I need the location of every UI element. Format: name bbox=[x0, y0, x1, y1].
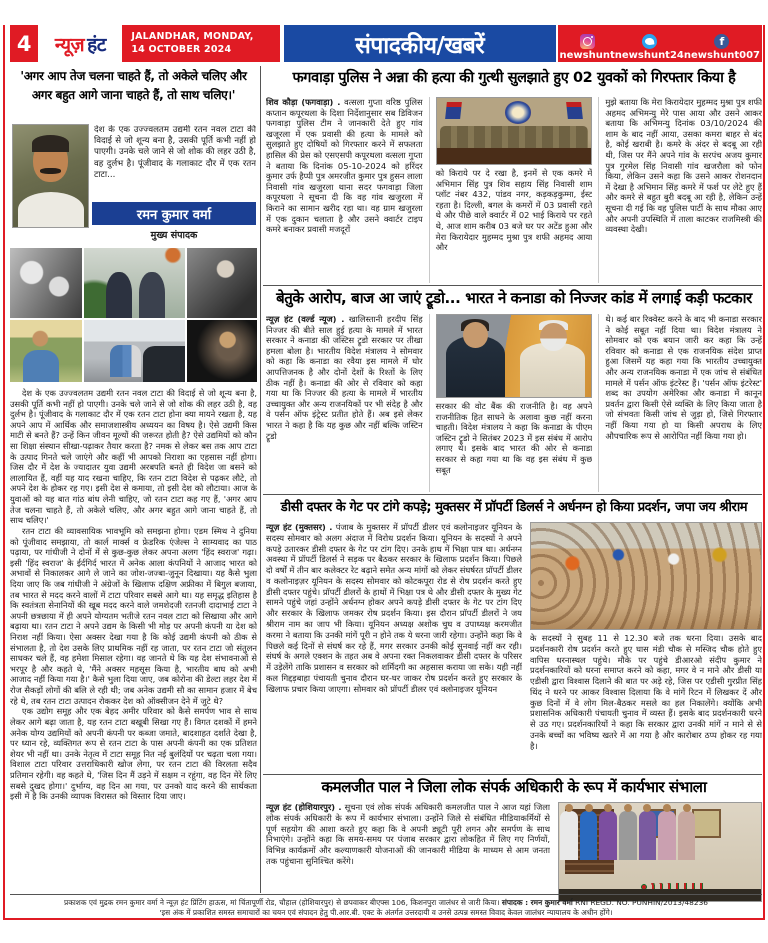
left-border bbox=[3, 25, 5, 920]
editor-title: मुख्य संपादक bbox=[150, 230, 198, 241]
facebook-icon: f bbox=[714, 34, 729, 49]
modi-face bbox=[540, 323, 566, 351]
editorial-paragraph-3: एक उद्योग समूह और एक बेहद अमीर परिवार को कैसे समर्पण भाव से साथ लेकर आगे बढ़ा जाता है, यह रतन टाटा बखूबी सिखा गए हैं। विगत दशकों में हमने अनेक योग्य उद्यमियों को अपनी कंपनी पर कब्जा जमाते, बादशाहत दर्शाते देखा है, पर ध्यान रहे, व्यक्तिगत रूप से रतन टाटा के पास अपनी कंपनी का एक प्रतिशत शेयर भी नहीं था। उनके नेतृत्व में टाटा समूह नित नई बुलंदियों पर चढ़ता चला गया। विशाल टाटा परिवार उत्तराधिकारी खोज लेगा, पर रतन टाटा की विरलता सदैव प्रतिमान रहेगी। वह कहते थे, 'जिस दिन मैं उड़ने में सक्षम न रहूंगा, वह दिन मेरे लिए सबसे दुखद होगा।' दुर्भाग्य, वह दिन आ गया, पर उनको याद करने की सार्थकता इसी में है कि उनकी व्यापक विरासत को विस्तार दिया जाए। bbox=[10, 706, 257, 802]
article3-body bbox=[266, 522, 762, 772]
article2-col3-text: थे। कई बार रिक्वेस्ट करने के बाद भी कनाडा सरकार ने कोई सबूत नहीं दिया था। विदेश मंत्रालय ने सोमवार को एक बयान जारी कर कहा कि उन्हें रविवार को कनाडा से एक राजनयिक संदेश प्राप्त हुआ जिसमें यह कहा गया कि भारतीय उच्चायुक्त और अन्य राजनयिक कनाडा में एक जांच से संबंधित मामले में पर्सन ऑफ इंटरेस्ट हैं। 'पर्सन ऑफ इंटरेस्ट' शब्द का उपयोग अमेरिका और कनाडा में कानून प्रवर्तन द्वारा किसी ऐसे व्यक्ति के लिए किया जाता है जो संभवतः किसी जांच से जुड़ा हो, जिसे गिरफ्तार नहीं किया गया हो या किसी अपराध के लिए औपचारिक रूप से आरोपित नहीं किया गया हो। bbox=[605, 314, 763, 441]
editor-photo-hair bbox=[32, 135, 70, 151]
masthead bbox=[38, 25, 122, 62]
social-handles bbox=[558, 25, 763, 62]
article4-headline: कमलजीत पाल ने जिला लोक संपर्क अधिकारी के रूप में कार्यभार संभाला bbox=[321, 778, 707, 796]
masthead-word-2: हंट bbox=[87, 33, 106, 56]
trudeau-modi-photo bbox=[436, 314, 593, 398]
quote-line-1: 'अगर आप तेज चलना चाहते हैं, तो अकेले चलिए और bbox=[20, 69, 247, 83]
article3-right bbox=[530, 522, 762, 772]
imprint-editor: संपादक : रमन कुमार वर्मा bbox=[501, 898, 573, 907]
police-officers-row bbox=[440, 126, 588, 148]
twitter-icon bbox=[642, 34, 657, 49]
collage-photo-3 bbox=[187, 248, 257, 318]
article1-col3-text: मुझे बताया कि मेरा किरायेदार मुहम्मद मुश्रा पुत्र शफी अहमद अभिमन्यु मेरे पास आया और उसने आकर बताया कि अभिमन्यु दिनांक 03/10/2024 की शाम के बाद नहीं आया, उसका कमरा बाहर से बंद है, कोई खराबी है। कमरे के अंदर से बदबू आ रही थी, जिस पर मैंने अपने गांव के सरपंच अजय कुमार पुत्र गुरमेल सिंह निवासी गांव खजरौला को फोन किया, लेकिन उसने कहा कि उसने आकर रोशनदान में देखा है अभिमान सिंह कमरे में फर्श पर लेटे हुए हैं और कमरे से बहुत बुरी बदबू आ रही है, लेकिन उन्हें सूचना दी गई कि वह पुलिस पार्टी के साथ मौका आए और अपनी उपस्थिति में ताला काटकर राजमिस्त्री की व्यवस्था देखी। bbox=[605, 97, 763, 235]
person-6 bbox=[658, 811, 676, 860]
editorial-paragraph-1: देश के एक उज्ज्वलतम उद्यमी रतन नवल टाटा की विदाई से जो शून्य बना है, उसकी पूर्ति कभी नहीं हो पाएगी। उनके चले जाने से जो शोक की लहर उठी है, वह दुर्लभ है। पूंजीवाद के गलाकाट दौर में एक रतन टाटा होना क्या मायने रखता है, यह अपने आप में आर्थिक और समाजशास्त्रीय अध्ययन का विषय है। ऐसे उद्यमी किस माटी से बनते हैं? उन्हें किन जीवन मूल्यों की जरूरत होती है? ऐसे उद्यमियों को कौन सा शिक्षा संस्थान सीखा-पढ़ाकर तैयार करता है? नमक से लेकर बस तक आप टाटा के उत्पाद गिनते चले जाएंगे और कहीं भी आपको निराशा का एहसास नहीं होगा। जिस दौर में देश के ज्यादातर युवा उद्यमी अरबपति बनते ही विदेश जा बसने को लालायित हैं, वहीं यह याद रखना चाहिए, कि रतन टाटा विदेश से पढ़कर लौटे, तो अपने देश के होकर रह गए। इसी देश से कमाया, तो इसी देश को लौटाया। आज के युवाओं को यह बात गांठ बांध लेनी चाहिए, जो रतन टाटा कह गए हैं, 'अगर आप तेज चलना चाहते हैं, तो अकेले चलिए, और अगर बहुत आगे जाना चाहते हैं, तो साथ चलिए।' bbox=[10, 388, 257, 526]
article3-right-text: के सदस्यों ने सुबह 11 से 12.30 बजे तक धरना दिया। उसके बाद प्रदर्शनकारी रोष प्रदर्शन करते हुए घास मंडी चौक से मस्जिद चौक होते हुए वापिस धरनास्थल पहुंचे। मौके पर पहुंचे डीआरओ संदीप कुमार ने प्रदर्शनकारियों को धरना समाप्त करने को कहा, मगर वे न माने और डीसी या एडीसी द्वारा विश्वास दिलाने की बात पर अड़े रहे, जिस पर एडीसी गुरप्रीत सिंह थिंद ने धरने पर आकर विश्वास दिलाया कि वे मांगें रिटन में लिखकर दें और कुछ दिनों में वे लोग मिल-बैठकर मसले का हल निकालेंगे। क्योंकि अभी प्रशासनिक अधिकारी पंचायती चुनाव में व्यस्त हैं। इसके बाद प्रदर्शनकारी धरने से उठ गए। प्रदर्शनकारियों ने कहा कि सरकार द्वारा उनकी मांगें न माने से से उनके बच्चों का भविष्य खतरे में आ गया है और कारोबार ठप्प होकर रह गया है। bbox=[530, 633, 762, 751]
article3-left-text bbox=[266, 522, 522, 772]
person-7 bbox=[678, 811, 696, 860]
dateline bbox=[122, 25, 280, 62]
office-group-photo bbox=[558, 802, 762, 902]
article2-col2-text: सरकार की वोट बैंक की राजनीति है। वह अपने राजनीतिक हित साधने के अलावा कुछ नहीं करना चाहती। विदेश मंत्रालय ने कहा कि कनाडा के पीएम जस्टिन ट्रूडो ने सितंबर 2023 में इस संबंध में आरोप लगाए थे। इसके बाद भारत की ओर से कनाडा सरकार से कहा गया था कि वह इस संबंध में कुछ सबूत bbox=[435, 401, 593, 475]
social-facebook bbox=[684, 34, 760, 62]
article2-col1-text: खालिस्तानी हरदीप सिंह निज्जर की बीते साल हुई हत्या के मामले में भारत सरकार ने कनाडा की जस्टिस ट्रूडो सरकार पर तीखा हमला बोला है। भारतीय विदेश मंत्रालय ने सोमवार को कहा कि कनाडा का रवैया इस मामले में घोर आपत्तिजनक है और दोनों देशों के रिश्तों के लिए ठीक नहीं है। कनाडा की ओर से रविवार को कहा गया था कि निज्जर की हत्या के मामले में भारतीय उच्चायुक्त और अन्य राजनयिकों पर भी संदेह है और वे पर्सन ऑफ इंट्रेस्ट प्रतीत होते हैं। अब इसे लेकर भारत ने कहा है कि यह कुछ और नहीं बल्कि जस्टिन ट्रूडो bbox=[266, 314, 423, 441]
collage-photo-6 bbox=[187, 320, 257, 382]
rule-2 bbox=[263, 494, 762, 495]
article2-byline: न्यूज़ हंट (वर्ल्ड न्यूज) . bbox=[266, 314, 345, 324]
police-emblem bbox=[505, 101, 531, 123]
article3-headline: डीसी दफ्तर के गेट पर टांगे कपड़े; मुक्तसर में प्रॉपर्टी डिलर्स ने अर्धनग्न हो किया प्रदर्शन, जपा जय श्रीराम bbox=[280, 500, 748, 515]
editor-name-banner: रमन कुमार वर्मा bbox=[92, 202, 256, 225]
column-divider bbox=[260, 66, 261, 893]
social-twitter bbox=[615, 34, 684, 62]
police-desk bbox=[437, 148, 592, 164]
article2-headline: बेतुके आरोप, बाज आ जाएं ट्रूडो... भारत ने कनाडा को निज्जर कांड में लगाई कड़ी फटकार bbox=[276, 289, 752, 307]
facebook-handle: newshunt007 bbox=[683, 49, 760, 61]
collage-photo-5 bbox=[84, 320, 185, 382]
imprint-line-1 bbox=[10, 898, 762, 908]
wall-portrait-2 bbox=[692, 809, 720, 838]
article1-col1-text: वत्सला गुप्ता वरिष्ठ पुलिस कप्तान कपूरथला के दिशा निर्देशानुसार सब डिविजन फगवाड़ा पुलिस टीम ने जानकारी देते हुए गांव खजूरला में एक प्रवासी की हत्या के मामले को सुलझाते हुए दोषियों को गिरफ्तार करने में सफलता हासिल की प्रेस को एसएसपी कपूरथला वत्सला गुप्ता ने बताया कि दिनांक 05-10-2024 को हरिंदर कुमार उर्फ हैप्पी पुत्र अमरजीत कुमार पुत्र हुसन लाला निवासी गांव खजुरला थाना सदर फगवाड़ा जिला कपूरथला ने सूचना दी कि वह गांव खजुरला में किराने का सामान खरीद रहा था। वह ग्राम खजुरला में एक दुकान चलाता है और उसने क्वार्टर टाइप कमरे बनाकर प्रवासी मजदूरों bbox=[266, 97, 423, 235]
collage-photo-2 bbox=[84, 248, 185, 318]
article1-byline: शिव कौड़ा (फगवाड़ा) . bbox=[266, 97, 341, 107]
ratan-tata-photo-collage bbox=[10, 248, 257, 382]
article4-byline: न्यूज़ हंट (होशियारपुर) . bbox=[266, 802, 342, 812]
article4-body-text: सूचना एवं लोक संपर्क अधिकारी कमलजीत पाल ने आज यहां जिला लोक संपर्क अधिकारी के रूप में कार्यभार संभाला। उन्होंने जिले से संबंधित मीडियाकर्मियों से पूर्ण सहयोग की आशा करते हुए कहा कि वे अपनी ड्यूटी पूरी लगन और समर्पण के साथ निभाएंगे। उन्होंने कहा कि समय-समय पर पंजाब सरकार द्वारा लोकहित में लिए गए निर्णयों, विभिन्न कार्यक्रमों और कल्याणकारी योजनाओं की जानकारी मीडिया के माध्यम से आम जनता तक पहुंचाना सुनिश्चित करेंगे। bbox=[266, 802, 550, 866]
editor-photo-shirt bbox=[18, 192, 84, 227]
rule-3 bbox=[263, 774, 762, 775]
article3-byline: न्यूज़ हंट (मुक्तसर) . bbox=[266, 522, 333, 532]
instagram-icon bbox=[580, 34, 595, 49]
person-4 bbox=[619, 811, 637, 860]
section-title: संपादकीय/खबरें bbox=[284, 25, 556, 62]
trudeau-face bbox=[463, 322, 488, 348]
quote-line-2: अगर बहुत आगे जाना चाहते हैं, तो साथ चलिए।' bbox=[31, 88, 236, 103]
editor-photo-mustache bbox=[40, 168, 61, 174]
imprint-line-2: 'इस अंक में प्रकाशित समस्त समाचारों का चयन एवं संपादन हेतु पी.आर.बी. एक्ट के अंतर्गत उत्तरदायी व उनसे उत्पन्न समस्त विवाद केवल जालंधर न्यायालय के अधीन होंगे। bbox=[159, 907, 613, 917]
police-press-photo bbox=[436, 97, 593, 165]
collage-photo-4 bbox=[10, 320, 82, 382]
article3-left-body: पंजाब के मुक्तसर में प्रॉपर्टी डीलर एवं कलोनाइजर यूनियन के सदस्य सोमवार को अलग अंदाज में विरोध प्रदर्शन किया। यूनियन के सदस्यों ने अपने कपड़े उतारकर डीसी दफ्तर के गेट पर टांग दिए। उनके हाथ में भिक्षा पात्र था। अर्धनग्न अवस्था में प्रॉपर्टी डिलर्स ने सड़क पर बैठकर सरकार के खिलाफ प्रदर्शन किया। पिछले दो वर्षों में तीन बार कलेक्टर रेट बढ़ाने समेत अन्य मांगों को लेकर संघर्षरत प्रॉपर्टी डीलर व कलोनाइज़र यूनियन के सदस्य सोमवार को कोटकपूरा रोड से रोष प्रदर्शन करते हुए डीसी दफ्तर पहुंचे। प्रॉपर्टी डीलरों के हाथों में भिक्षा पत्र थे और डीसी दफ्तर के मुख्य गेट सामने पहुंचे जहां उन्होंने अर्धनग्न होकर अपने कपड़े डीसी दफ्तर के गेट पर टांग दिए और सरकार के खिलाफ जमकर रोष प्रदर्शन किया। इस दौरान प्रॉपर्टी डीलरों ने जय श्रीराम नाम का जाप भी किया। यूनियन अध्यक्ष अशोक चुघ व उपाध्यक्ष करमजीत करमा ने बताया कि उनकी मांगें पूरी न होने तक ये धरना जारी रहेगा। उन्होंने कहा कि वे पिछले कई दिनों से संघर्ष कर रहे हैं, मगर सरकार उनकी कोई सुनवाई नहीं कर रही। संघर्ष के अगले एक्शन के तहत अब वे अपना रक्त निकलवाकर डीसी दफ्तर के परिसर में उड़ेलेंगे ताकि प्रशासन व सरकार को शर्मिंदगी का अहसास कराया जा सके। यही नहीं कल गिद्दड़बाहा पंचायती चुनाव दौरान घर-घर जाकर रोष प्रदर्शन करते हुए सरकार के खिलाफ प्रचार किया जाएगा। सोमवार को प्रॉपर्टी डीलर एवं क्लोनाइजर यूनियन bbox=[266, 522, 522, 694]
right-border bbox=[763, 25, 765, 920]
article4-body bbox=[266, 802, 762, 905]
person-3 bbox=[599, 811, 617, 860]
page-header bbox=[10, 25, 762, 62]
editorial-paragraph-2: रतन टाटा की व्यावसायिक भावभूमि को समझना होगा। एडम स्मिथ ने दुनिया को पूंजीवाद समझाया, तो कार्ल मार्क्स व फ्रेडरिक एंजेल्स ने साम्यवाद का पाठ पढ़ाया, पर गांधीजी ने दोनों में से कुछ-कुछ लेकर अपना अलग 'हिंद स्वराज' गढ़ा। इसी 'हिंद स्वराज' के ईर्दगिर्द भारत में अनेक आला कंपनियों ने आजाद भारत को अभावों से निकालकर आगे ले जाने का जोश-जज्बा-जुनून दिखाया। यह कैसे भुला दिया जाए कि जब गांधीजी ने अंग्रेजों के खिलाफ दक्षिण अफ्रीका में बिगुल बजाया, तब भारत से मदद करने वालों में टाटा परिवार सबसे आगे था। यह समृद्ध इतिहास है कि स्वतंत्रता सेनानियों की खूब मदद करने वाले जमशेदजी रतनजी दादाभाई टाटा ने अपनी छत्रछाया में ही अपने योग्यतम भतीजे रतन नवल टाटा को सिखाया और आगे बढ़ाया था। रतन टाटा ने अपने उद्यम के किसी भी मोड़ पर अपनी कंपनी या देश को निराश नहीं किया। ऐसा अक्सर देखा गया है कि कोई उद्यमी कंपनी को ठीक से संभालता है, तो देश उसके लिए प्राथमिक नहीं रह जाता, पर रतन टाटा जो संतुलन साधकर चले हैं, वह हमेशा मिसाल रहेगा। वह जानते थे कि यह देश संभावनाओं से भरपूर है और कहते थे, 'मैंने अक्सर महसूस किया है, भारतीय बाघ को अभी आजाद नहीं किया गया है।' कैसे भुला दिया जाए, जब कोरोना की डेल्टा लहर देश में रोज सैकड़ों लोगों की बलि ले रही थी; जब अनेक उद्यमी सौ का सामान हजार में बेच रहे थे, तब रतन टाटा उत्पादन रोककर देश को ऑक्सीजन देने में जुटे थे? bbox=[10, 525, 257, 706]
person-2 bbox=[580, 811, 598, 860]
social-instagram bbox=[560, 34, 615, 62]
editorial-quote bbox=[10, 67, 257, 105]
article1-headline: फगवाड़ा पुलिस ने अन्ना की हत्या की गुत्थी सुलझाते हुए 02 युवकों को गिरफ्तार किया है bbox=[292, 70, 736, 86]
instagram-handle: newshunt bbox=[559, 49, 615, 61]
editorial-body bbox=[10, 388, 257, 888]
editorial-intro: देश के एक उज्ज्वलतम उद्यमी रतन नवल टाटा की विदाई से जो शून्य बना है, उसकी पूर्ति कभी नहीं हो पाएगी। उनके चले जाने से जो शोक की लहर उठी है, वह दुर्लभ है। पूंजीवाद के गलाकाट दौर में एक रतन टाटा... bbox=[94, 125, 256, 180]
article2-body bbox=[266, 314, 762, 492]
dateline-line1: JALANDHAR, MONDAY, bbox=[131, 31, 254, 43]
rule-1 bbox=[263, 285, 762, 286]
article1-col2-text: को किराये पर दे रखा है, इनमें से एक कमरे में अभिमान सिंह पुत्र शिव सहाय सिंह निवासी शाम प्लॉट नंबर 432, पांडव नगर, कड़कड़कुम्मा, ईस्ट रहता है। दिल्ली, बगल के कमरों में 03 प्रवासी रहते थे और पीछे वाले क्वार्टर में 02 भाई किराये पर रहते थे, आज शाम करीब 03 बजे घर पर अटेंड हुआ और मेरा किरायेदार मुहम्मद मुश्रा पुत्र शफी अहमद आया और bbox=[435, 168, 593, 253]
person-1 bbox=[560, 811, 578, 860]
article1-col1 bbox=[266, 97, 423, 283]
twitter-handle: newshunt24 bbox=[614, 49, 684, 61]
page-number: 4 bbox=[10, 25, 38, 62]
imprint-footer bbox=[10, 898, 762, 918]
article1-col2 bbox=[429, 97, 593, 283]
masthead-word-1: न्यूज़ bbox=[54, 33, 85, 56]
article1-col3 bbox=[598, 97, 762, 283]
article2-col1 bbox=[266, 314, 423, 492]
protest-crowd-photo bbox=[530, 522, 762, 630]
article2-col2 bbox=[429, 314, 593, 492]
person-5 bbox=[639, 811, 657, 860]
article1-body bbox=[266, 97, 762, 283]
article2-col3 bbox=[598, 314, 762, 492]
dateline-line2: 14 OCTOBER 2024 bbox=[131, 43, 232, 55]
imprint-rni: RNI REGD. NO. PUNHIN/2013/48236 bbox=[572, 898, 708, 907]
imprint-publisher: प्रकाशक एवं मुद्रक रमन कुमार वर्मा ने न्यूज़ हंट प्रिंटिंग हाऊस, मां चिंतापूर्णी रोड, चौहाल (होशियारपुर) से छपवाकर बीएफ्स 106, किशनपुरा जालंधर से जारी किया। bbox=[64, 898, 502, 907]
article4-text bbox=[266, 802, 550, 905]
flag-right bbox=[566, 102, 583, 119]
bottom-border bbox=[3, 918, 765, 920]
footer-rule bbox=[10, 894, 762, 895]
flag-left bbox=[445, 102, 462, 119]
collage-photo-1 bbox=[10, 248, 82, 318]
editor-photo bbox=[12, 124, 89, 228]
